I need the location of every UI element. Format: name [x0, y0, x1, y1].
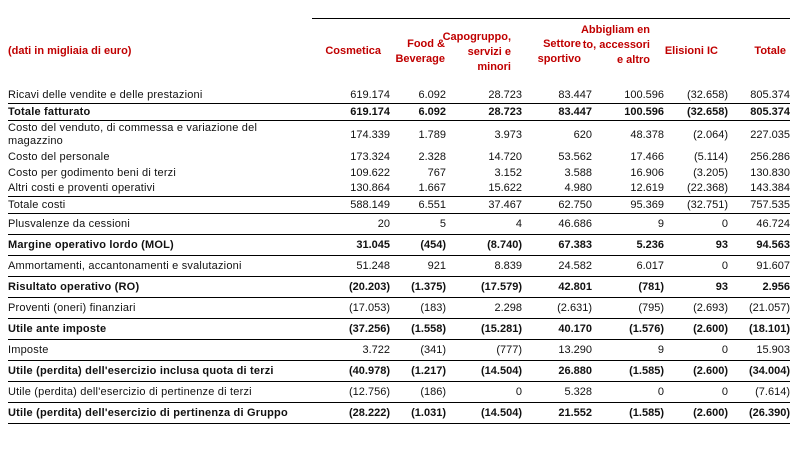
row-label: Utile (perdita) dell'esercizio di pertinenza di Gruppo — [8, 402, 308, 423]
row-label: Totale costi — [8, 196, 308, 213]
table-row — [8, 196, 790, 213]
table-row — [8, 360, 790, 381]
column-header-line: sportivo — [537, 53, 581, 65]
cell-abbigliamento: (781) — [592, 276, 664, 297]
table-row — [8, 381, 790, 402]
column-header-line: Elisioni IC — [664, 45, 718, 57]
cell-food-beverage: (1.558) — [390, 318, 446, 339]
table-row — [8, 181, 790, 196]
units-label: (dati in migliaia di euro) — [8, 45, 132, 57]
cell-cosmetica: 20 — [308, 213, 390, 234]
table-row — [8, 255, 790, 276]
cell-capogruppo: 4 — [446, 213, 522, 234]
cell-food-beverage: (341) — [390, 339, 446, 360]
cell-cosmetica: 31.045 — [308, 234, 390, 255]
cell-settore-sportivo: 26.880 — [522, 360, 592, 381]
cell-elisioni-ic: 0 — [664, 381, 728, 402]
cell-capogruppo: (777) — [446, 339, 522, 360]
row-label: Proventi (oneri) finanziari — [8, 297, 308, 318]
column-header-line: servizi e — [467, 46, 511, 58]
column-header-line: minori — [477, 61, 511, 73]
cell-settore-sportivo: 46.686 — [522, 213, 592, 234]
income-statement-table — [8, 88, 790, 424]
cell-abbigliamento: 9 — [592, 213, 664, 234]
table-row — [8, 402, 790, 423]
cell-elisioni-ic: 0 — [664, 213, 728, 234]
cell-cosmetica: 3.722 — [308, 339, 390, 360]
row-label: Risultato operativo (RO) — [8, 276, 308, 297]
cell-capogruppo: (15.281) — [446, 318, 522, 339]
cell-food-beverage: (183) — [390, 297, 446, 318]
cell-settore-sportivo: 83.447 — [558, 89, 592, 102]
cell-settore-sportivo: 42.801 — [522, 276, 592, 297]
cell-capogruppo: 3.973 — [494, 128, 522, 141]
cell-food-beverage: (1.031) — [390, 402, 446, 423]
cell-food-beverage: 2.328 — [418, 151, 446, 163]
cell-totale: 2.956 — [728, 276, 790, 297]
cell-totale: (34.004) — [728, 360, 790, 381]
table-row — [8, 120, 790, 149]
cell-totale: (26.390) — [728, 402, 790, 423]
cell-elisioni-ic: 0 — [664, 339, 728, 360]
cell-totale: 91.607 — [728, 255, 790, 276]
table-row — [8, 234, 790, 255]
column-header-line: Settore — [543, 38, 581, 50]
cell-settore-sportivo: 3.588 — [564, 167, 592, 179]
cell-elisioni-ic: (2.600) — [664, 318, 728, 339]
cell-abbigliamento: (1.585) — [592, 402, 664, 423]
cell-food-beverage: 921 — [390, 255, 446, 276]
cell-settore-sportivo: 4.980 — [564, 182, 592, 195]
cell-cosmetica: (12.756) — [308, 381, 390, 402]
cell-cosmetica: (20.203) — [308, 276, 390, 297]
column-header-line: e altro — [616, 54, 650, 66]
column-header-elisioni-ic — [665, 44, 718, 59]
cell-settore-sportivo: 67.383 — [522, 234, 592, 255]
cell-totale: 143.384 — [750, 182, 790, 195]
cell-food-beverage: 6.092 — [390, 103, 446, 120]
cell-cosmetica: (37.256) — [308, 318, 390, 339]
table-row — [8, 88, 790, 103]
cell-cosmetica: (28.222) — [308, 402, 390, 423]
cell-elisioni-ic: (32.658) — [687, 89, 728, 102]
cell-settore-sportivo: 53.562 — [558, 151, 592, 163]
table-row — [8, 276, 790, 297]
column-header-line: Food & — [407, 38, 445, 50]
cell-abbigliamento: 0 — [592, 381, 664, 402]
table-row — [8, 103, 790, 120]
column-header-line: Totale — [754, 45, 786, 57]
cell-totale: 805.374 — [750, 89, 790, 102]
cell-capogruppo: (17.579) — [446, 276, 522, 297]
cell-capogruppo: 28.723 — [488, 89, 522, 102]
cell-abbigliamento: 9 — [592, 339, 664, 360]
cell-food-beverage: 1.789 — [418, 128, 446, 141]
cell-abbigliamento: 95.369 — [592, 196, 664, 213]
cell-totale: (18.101) — [728, 318, 790, 339]
row-label: Costo per godimento beni di terzi — [8, 167, 177, 179]
cell-settore-sportivo: 83.447 — [522, 103, 592, 120]
row-label: Margine operativo lordo (MOL) — [8, 234, 308, 255]
row-label: Costo del venduto, di commessa e variazione del magazzino — [8, 121, 258, 147]
cell-food-beverage: (1.375) — [390, 276, 446, 297]
cell-totale: 15.903 — [728, 339, 790, 360]
row-label: Utile (perdita) dell'esercizio di pertinenze di terzi — [8, 381, 308, 402]
cell-cosmetica: 619.174 — [350, 89, 390, 102]
cell-food-beverage: 6.551 — [390, 196, 446, 213]
cell-settore-sportivo: 62.750 — [522, 196, 592, 213]
cell-totale: 757.535 — [728, 196, 790, 213]
cell-settore-sportivo: 5.328 — [522, 381, 592, 402]
cell-settore-sportivo: 24.582 — [522, 255, 592, 276]
cell-abbigliamento: 6.017 — [592, 255, 664, 276]
cell-elisioni-ic: (2.600) — [664, 360, 728, 381]
cell-capogruppo: (8.740) — [446, 234, 522, 255]
cell-settore-sportivo: 13.290 — [522, 339, 592, 360]
cell-abbigliamento: 100.596 — [592, 103, 664, 120]
cell-food-beverage: (186) — [390, 381, 446, 402]
column-header-line: Abbigliam en — [580, 24, 650, 36]
cell-abbigliamento: 12.619 — [630, 182, 664, 195]
cell-food-beverage: 6.092 — [418, 89, 446, 102]
cell-capogruppo: 3.152 — [494, 167, 522, 179]
cell-cosmetica: (17.053) — [308, 297, 390, 318]
cell-settore-sportivo: 21.552 — [522, 402, 592, 423]
cell-settore-sportivo: 40.170 — [522, 318, 592, 339]
cell-cosmetica: 174.339 — [350, 128, 390, 141]
cell-food-beverage: 5 — [390, 213, 446, 234]
cell-abbigliamento: 16.906 — [630, 167, 664, 179]
cell-abbigliamento: 100.596 — [624, 89, 664, 102]
cell-totale: (21.057) — [728, 297, 790, 318]
cell-totale: 130.830 — [750, 167, 790, 179]
cell-elisioni-ic: (2.064) — [693, 128, 728, 141]
cell-elisioni-ic: (22.368) — [687, 182, 728, 195]
row-label: Utile ante imposte — [8, 318, 308, 339]
cell-cosmetica: 173.324 — [350, 151, 390, 163]
cell-capogruppo: (14.504) — [446, 360, 522, 381]
column-header-totale — [754, 44, 786, 59]
cell-food-beverage: (454) — [390, 234, 446, 255]
cell-capogruppo: (14.504) — [446, 402, 522, 423]
cell-capogruppo: 14.720 — [488, 151, 522, 163]
row-label: Plusvalenze da cessioni — [8, 213, 308, 234]
cell-food-beverage: (1.217) — [390, 360, 446, 381]
cell-abbigliamento: 5.236 — [592, 234, 664, 255]
cell-cosmetica: 588.149 — [308, 196, 390, 213]
cell-capogruppo: 28.723 — [446, 103, 522, 120]
cell-abbigliamento: 17.466 — [630, 151, 664, 163]
table-row — [8, 297, 790, 318]
cell-totale: 94.563 — [728, 234, 790, 255]
row-label: Costo del personale — [8, 151, 110, 163]
cell-elisioni-ic: (5.114) — [693, 151, 728, 163]
cell-cosmetica: 109.622 — [350, 167, 390, 179]
column-header-line: Beverage — [395, 53, 445, 65]
cell-abbigliamento: (795) — [592, 297, 664, 318]
cell-totale: 256.286 — [750, 151, 790, 163]
table-row — [8, 165, 790, 181]
table-row — [8, 149, 790, 165]
header-top-rule — [312, 18, 790, 19]
cell-cosmetica: 51.248 — [308, 255, 390, 276]
cell-totale: 805.374 — [728, 103, 790, 120]
column-header-abbigliamento — [581, 23, 650, 68]
cell-capogruppo: 37.467 — [446, 196, 522, 213]
cell-totale: (7.614) — [728, 381, 790, 402]
cell-elisioni-ic: 93 — [664, 276, 728, 297]
column-header-capogruppo — [443, 30, 511, 75]
cell-cosmetica: (40.978) — [308, 360, 390, 381]
cell-elisioni-ic: (32.751) — [664, 196, 728, 213]
cell-food-beverage: 1.667 — [418, 182, 446, 195]
cell-elisioni-ic: 93 — [664, 234, 728, 255]
table-row — [8, 339, 790, 360]
column-header-food-beverage — [395, 37, 445, 67]
row-label: Ricavi delle vendite e delle prestazioni — [8, 89, 203, 102]
column-header-line: Cosmetica — [325, 45, 381, 57]
cell-elisioni-ic: (2.600) — [664, 402, 728, 423]
cell-capogruppo: 15.622 — [488, 182, 522, 195]
cell-capogruppo: 8.839 — [446, 255, 522, 276]
cell-capogruppo: 2.298 — [446, 297, 522, 318]
cell-cosmetica: 619.174 — [308, 103, 390, 120]
table-row — [8, 318, 790, 339]
cell-elisioni-ic: (32.658) — [664, 103, 728, 120]
table-row — [8, 213, 790, 234]
cell-capogruppo: 0 — [446, 381, 522, 402]
row-label: Utile (perdita) dell'esercizio inclusa quota di terzi — [8, 360, 308, 381]
cell-totale: 46.724 — [728, 213, 790, 234]
cell-totale: 227.035 — [750, 128, 790, 141]
row-label: Imposte — [8, 339, 308, 360]
cell-elisioni-ic: (2.693) — [664, 297, 728, 318]
column-header-line: to, accessori — [582, 39, 650, 51]
row-label: Ammortamenti, accantonamenti e svalutazioni — [8, 255, 308, 276]
column-header-line: Capogruppo, — [442, 31, 511, 43]
cell-settore-sportivo: (2.631) — [522, 297, 592, 318]
cell-elisioni-ic: (3.205) — [693, 167, 728, 179]
cell-cosmetica: 130.864 — [350, 182, 390, 195]
cell-elisioni-ic: 0 — [664, 255, 728, 276]
cell-abbigliamento: (1.585) — [592, 360, 664, 381]
column-header-settore-sportivo — [538, 37, 581, 67]
column-header-cosmetica — [325, 44, 381, 59]
cell-abbigliamento: 48.378 — [630, 128, 664, 141]
row-label: Altri costi e proventi operativi — [8, 182, 156, 195]
cell-abbigliamento: (1.576) — [592, 318, 664, 339]
cell-food-beverage: 767 — [427, 167, 446, 179]
row-label: Totale fatturato — [8, 103, 308, 120]
cell-settore-sportivo: 620 — [573, 128, 592, 141]
